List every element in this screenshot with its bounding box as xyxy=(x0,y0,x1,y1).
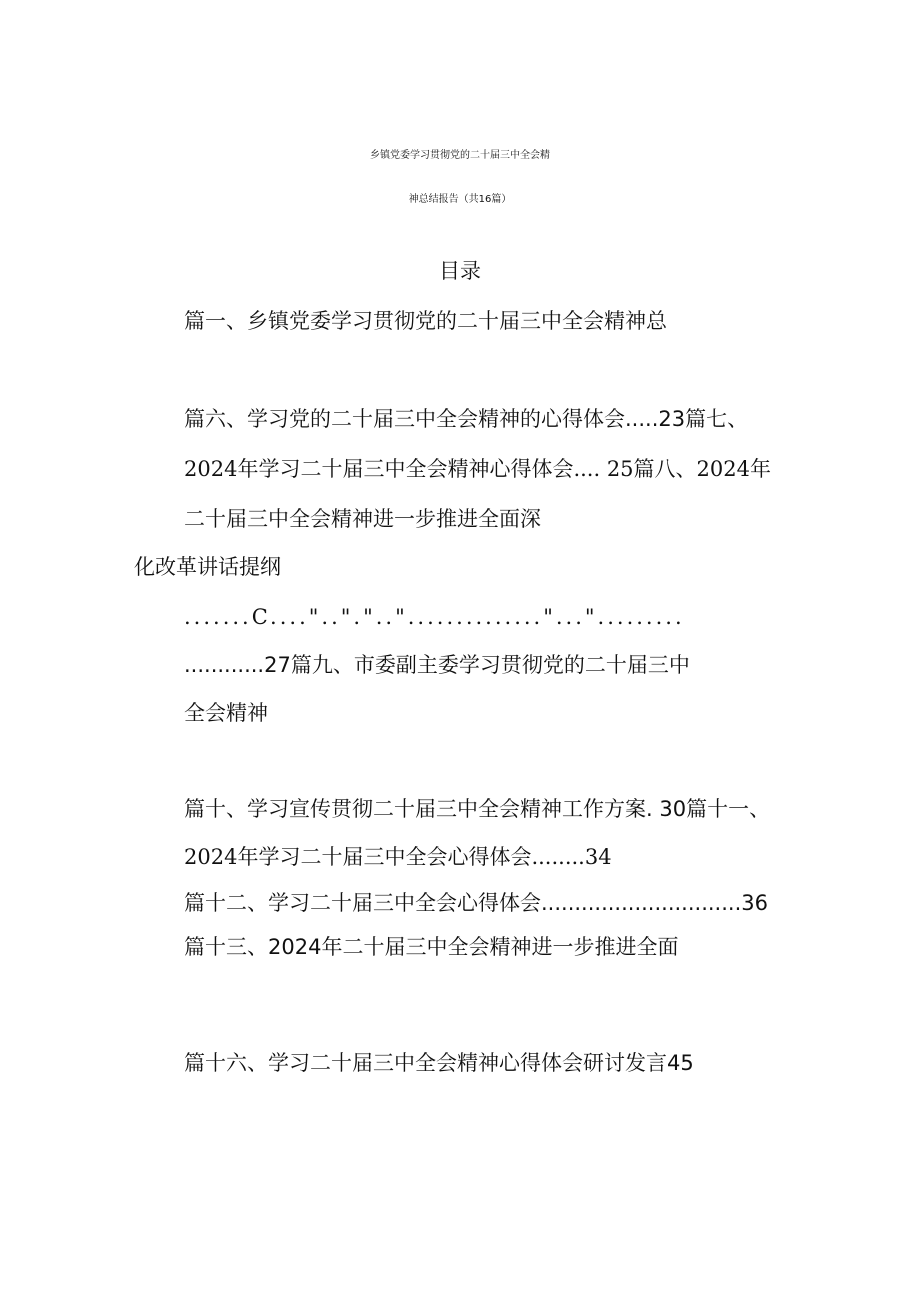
toc-line-outline: 化改革讲话提纲 xyxy=(134,555,281,579)
toc-leader-dots: .......C....".."."..".............."..."......... xyxy=(184,605,685,629)
toc-entry-13: 篇十三、2024年二十届三中全会精神进一步推进全面 xyxy=(184,935,679,959)
toc-entry-16: 篇十六、学习二十届三中全会精神心得体会研讨发言45 xyxy=(184,1051,694,1075)
toc-entry-6: 篇六、学习党的二十届三中全会精神的心得体会.....23篇七、 xyxy=(184,407,749,431)
toc-line-reform-continued: 二十届三中全会精神进一步推进全面深 xyxy=(184,507,541,531)
document-title-line-2: 神总结报告（共16篇） xyxy=(408,194,512,205)
toc-line-2024-experience: 2024年学习二十届三中全会精神心得体会.... 25篇八、2024年 xyxy=(184,457,771,481)
toc-entry-10: 篇十、学习宣传贯彻二十届三中全会精神工作方案. 30篇十一、 xyxy=(184,797,771,821)
toc-entry-12: 篇十二、学习二十届三中全会心得体会..............................36 xyxy=(184,891,768,915)
toc-entry-9: ............27篇九、市委副主委学习贯彻党的二十届三中 xyxy=(184,653,690,677)
toc-entry-11: 2024年学习二十届三中全会心得体会........34 xyxy=(184,845,612,869)
toc-entry-1: 篇一、乡镇党委学习贯彻党的二十届三中全会精神总 xyxy=(184,309,667,333)
toc-heading: 目录 xyxy=(439,259,481,283)
toc-line-plenary-spirit: 全会精神 xyxy=(184,701,268,725)
document-title-line-1: 乡镇党委学习贯彻党的二十届三中全会精 xyxy=(370,150,550,161)
